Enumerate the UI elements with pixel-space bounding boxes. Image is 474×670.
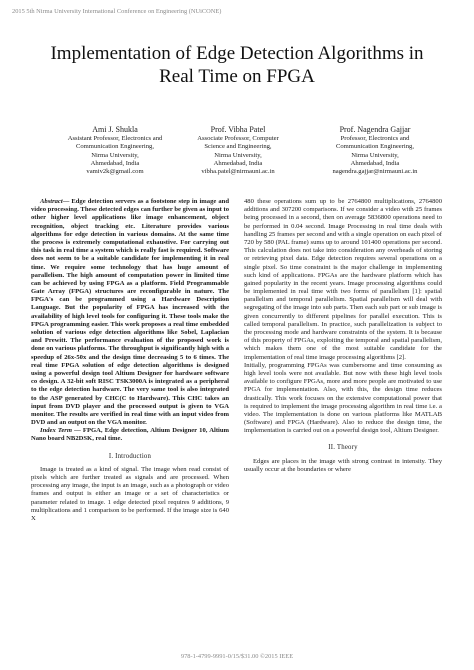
author-name: Prof. Vibha Patel xyxy=(210,125,266,134)
index-terms-label: Index Term xyxy=(40,427,72,435)
index-terms-text: — FPGA, Edge detection, Altium Designer 10, Altium Nano board NB2DSK, real time. xyxy=(31,427,230,443)
author-location: Ahmedabad, India xyxy=(90,159,140,167)
author-affiliation: Science and Engineering, xyxy=(204,143,272,151)
author-location: Ahmedabad, India xyxy=(350,159,400,167)
author-block-3 xyxy=(310,124,440,176)
author-affiliation: Associate Professor, Computer xyxy=(197,135,279,142)
paper-title xyxy=(0,42,474,88)
author-affiliation: Communication Engineering, xyxy=(75,143,154,151)
author-affiliation: Professor, Electronics and xyxy=(340,135,410,142)
left-column xyxy=(31,198,229,523)
author-email: nagendra.gajjar@nirmauni.ac.in xyxy=(332,168,418,176)
abstract-label: Abstract xyxy=(40,198,63,205)
author-block-2 xyxy=(174,124,302,176)
body-paragraph-1: 480 these operations sum up to be 2764800 multiplications, 2764800 additions and 307200 comparisons. If we consider a video with 25 frames being processed in a second, then on average 5836800 operations need to be performed in 0.04 second. Image Processing in real time deals with handling 25 frames per second and with a single operation on each pixel of 720 by 580 (PAL frame) sums up to around 101400 operations per second. This calculation does not take into consideration any overheads of storing or retrieving pixel data. Edge detection requires several operations on a single pixel. So time constraint is the major challenge in implementing such kind of applications. FPGAs are the hardware platform which has gained popularity in the recent years. Image processing algorithms could be implemented in real time with two forms of parallelism [1]: spatial parallelism and temporal parallelism. Spatial parallelism will deal with segregating of the image into sub parts. Then each sub part or sub image is given concurrently to different pipelines for parallel execution. This is called temporal parallelism. In practice, such parallelization is subject to the processing mode and hardware constraints of the system. It is because of this property of FPGAs, exploiting the temporal and spatial parallelism, which makes them one of the most suitable candidate for the implementation of real time image processing algorithms [2]. xyxy=(244,198,442,361)
copyright-footer: 978-1-4799-9991-0/15/$31.00 ©2015 IEEE xyxy=(180,653,294,660)
abstract-text: — Edge detection servers as a footstone step in image and video processing. These detected edges can further be given as input to other higher level applications like image enhancement, object recognition, object tracking etc. Literature provides various algorithms for edge detection in various domains. At the same time the process is extremely computational exhaustive. For carrying out this task in real time a system which is really fast is required. Software does not seem to be a suitable candidate for implementing it in real time. We require some technology that has huge amount of parallelism. The high amount of computation power in limited time can be achieved by using FPGA as a platform. Field Programmable Gate Array (FPGA) structures are reconfigurable in nature. The FPGA's can be programmed using a Hardware Description Language. But the popularity of FPGA has increased with the availability of high level tools for configuring it. These tools make the FPGA programming easier. This work proposes a real time embedded solution of various edge detection algorithms like Sobel, Laplacian and Prewitt. The performance evaluation of the proposed work is done on various platforms. The throughput is significantly high with a speedup of 26x-50x and the design time decreasing 5 to 6 times. The real time FPGA solution of edge detection algorithms is designed using a powerful design tool Altium Designer for hardware software co design. A 32-bit soft RISC TSK3000A is integrated as a peripheral to the edge detection hardware. The very same tool is also integrated to the ASP generated by CHC(C to Hardware). This CHC takes an input from DVD player and the processed output is given to VGA monitor. The results are verified in real time with an input video from DVD and an output on the VGA monitor. xyxy=(31,198,229,427)
author-affiliation: Nirma University, xyxy=(214,151,262,159)
right-column xyxy=(244,198,442,474)
conference-header: 2015 5th Nirma University International Conference on Engineering (NUiCONE) xyxy=(12,8,222,15)
author-affiliation: Nirma University, xyxy=(91,151,139,159)
theory-paragraph: Edges are places in the image with strong contrast in intensity. They usually occur at the boundaries or where xyxy=(244,457,442,473)
author-email: vamiv2k@gmail.com xyxy=(86,168,144,176)
section-heading-theory: II. Theory xyxy=(328,444,358,452)
index-terms xyxy=(31,427,229,443)
introduction-paragraph: Image is treated as a kind of signal. The image when read consist of pixels which are further treated as signals and are processed. When processing any image, the input is an image, such as a photograph or video frames and output is either an image or a set of characteristics or parameter related to image. 1 edge detected pixel requires 9 additions, 9 multiplications and 1 comparison to be performed. If the image size is 640 X xyxy=(31,465,229,522)
author-affiliation: Nirma University, xyxy=(351,151,399,159)
author-block-1 xyxy=(50,124,180,176)
body-paragraph-2: Initially, programming FPGAs was cumbersome and time consuming as high level tools were not available. But now with these high level tools available to configure FPGAs, more and more people are motivated to use FPGA for implementation. Also, with this, the design time reduces drastically. This work focuses on the extensive computational power that is required to implement the image processing algorithm in real time i.e. a video. The implementation is done on various platforms like MATLAB (Software) and FPGA (Hardware). Also to reduce the design time, the implementation is carried out on a powerful design tool, Altium Designer. xyxy=(244,361,442,435)
abstract xyxy=(31,198,229,427)
author-location: Ahmedabad, India xyxy=(213,159,263,167)
section-heading-introduction: I. Introduction xyxy=(108,452,152,460)
author-affiliation: Assistant Professor, Electronics and xyxy=(67,135,163,142)
author-email: vibha.patel@nirmauni.ac.in xyxy=(201,168,275,176)
title-line-1: Implementation of Edge Detection Algorithms in xyxy=(50,43,424,64)
author-name: Ami J. Shukla xyxy=(92,125,138,134)
author-name: Prof. Nagendra Gajjar xyxy=(339,125,411,134)
title-line-2: Real Time on FPGA xyxy=(159,66,315,87)
author-affiliation: Communication Engineering, xyxy=(335,143,414,151)
